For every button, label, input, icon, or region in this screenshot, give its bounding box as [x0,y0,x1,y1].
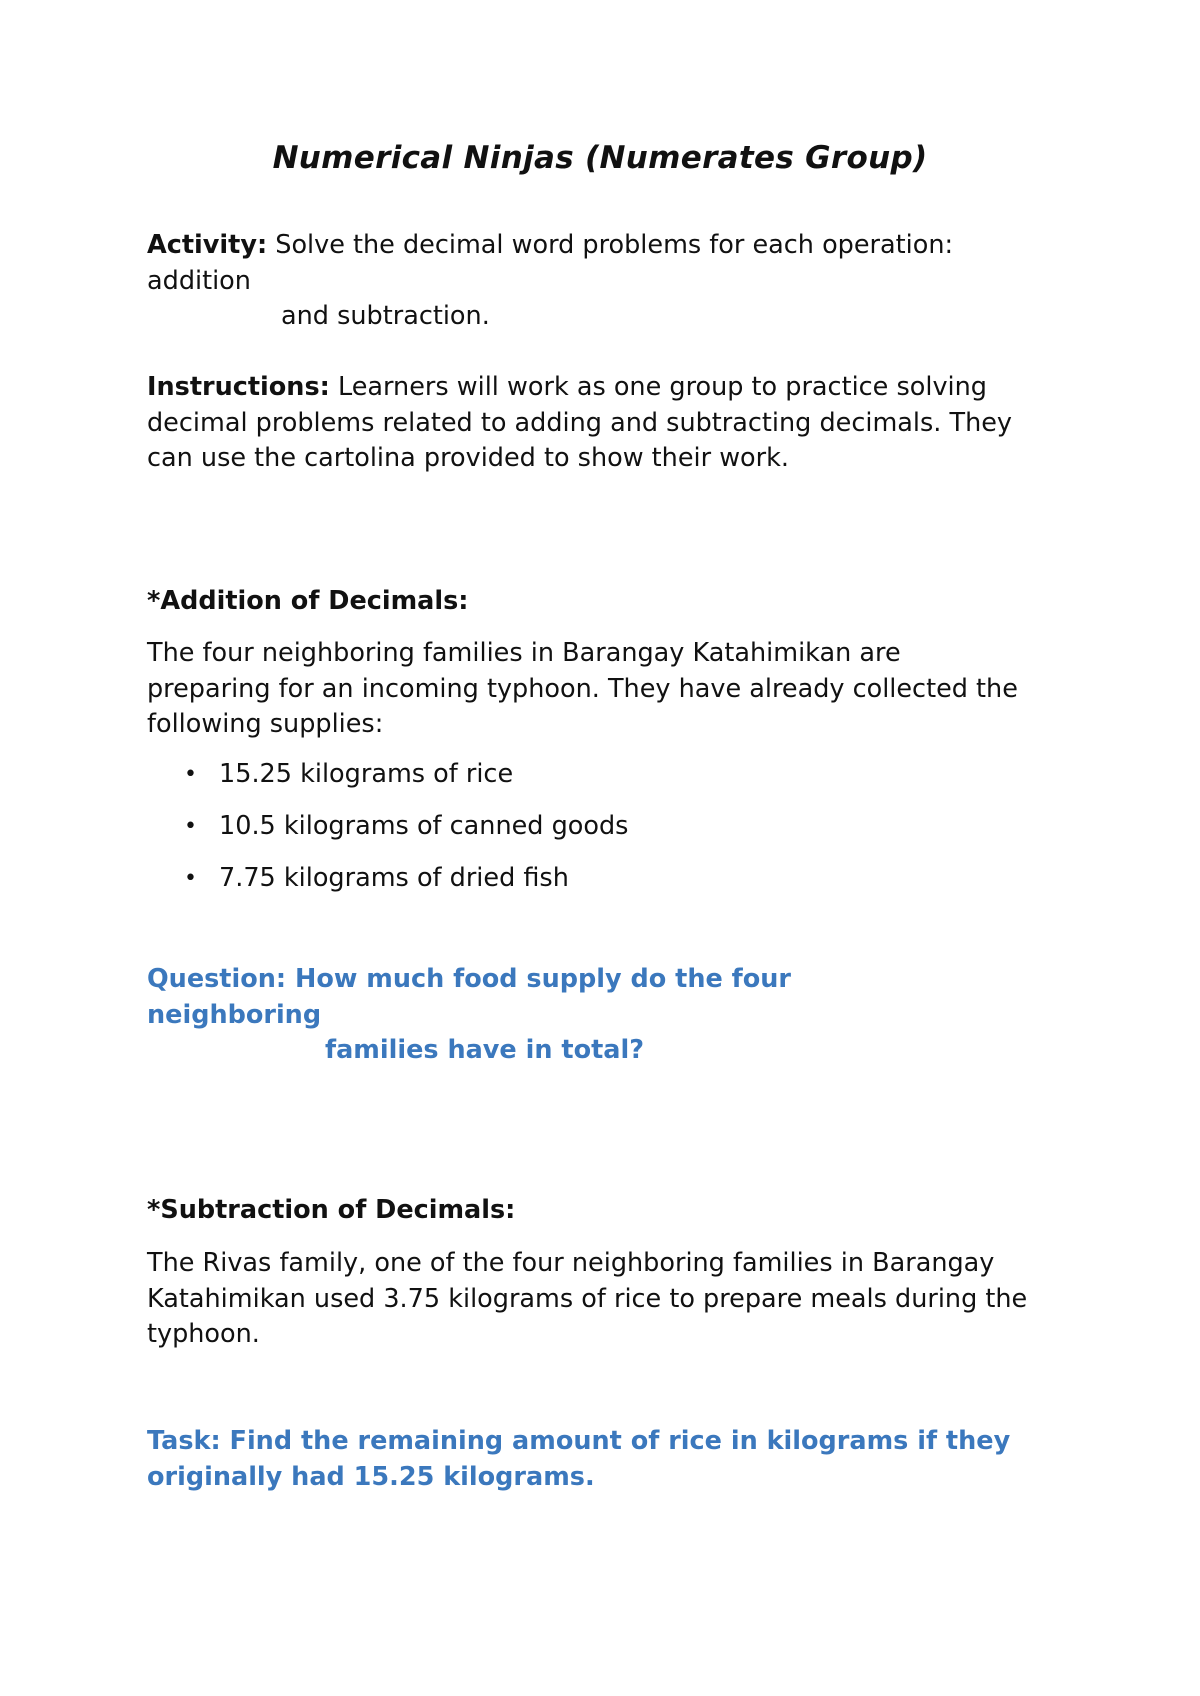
addition-heading: *Addition of Decimals: [147,586,469,616]
list-item: • 10.5 kilograms of canned goods [147,809,628,861]
addition-question [147,962,927,1069]
question-line-2: families have in total? [325,1035,645,1065]
list-item: • 15.25 kilograms of rice [147,757,628,809]
instructions-label: Instructions: [147,372,330,402]
subtraction-task: Task: Find the remaining amount of rice in kilograms if they originally had 15.25 kilograms. [147,1426,1011,1492]
subtraction-paragraph: The Rivas family, one of the four neighboring families in Barangay Katahimikan used 3.75 kilograms of rice to prepare meals during the typhoon. [147,1248,1028,1349]
activity-label: Activity: [147,230,268,260]
document-page [147,0,1087,1696]
question-line-1: Question: How much food supply do the four neighboring [147,964,791,1030]
subtraction-heading: *Subtraction of Decimals: [147,1195,516,1225]
bullet-icon: • [184,814,197,839]
addition-paragraph: The four neighboring families in Barangay Katahimikan are preparing for an incoming typhoon. They have already collected the following supplies: [147,638,1018,739]
instructions-block [147,370,1027,477]
activity-line-2: and subtraction. [281,301,490,331]
activity-block [147,228,1047,335]
supplies-list [147,757,628,913]
list-item: • 7.75 kilograms of dried fish [147,861,628,913]
instructions-text: Learners will work as one group to practice solving decimal problems related to adding and subtracting decimals. They can use the cartolina provided to show their work. [147,372,1013,473]
document-title: Numerical Ninjas (Numerates Group) [272,140,928,176]
activity-text: Solve the decimal word problems for each operation: addition [147,230,954,296]
activity-line-1 [147,228,1047,299]
bullet-icon: • [184,762,197,787]
bullet-icon: • [184,866,197,891]
